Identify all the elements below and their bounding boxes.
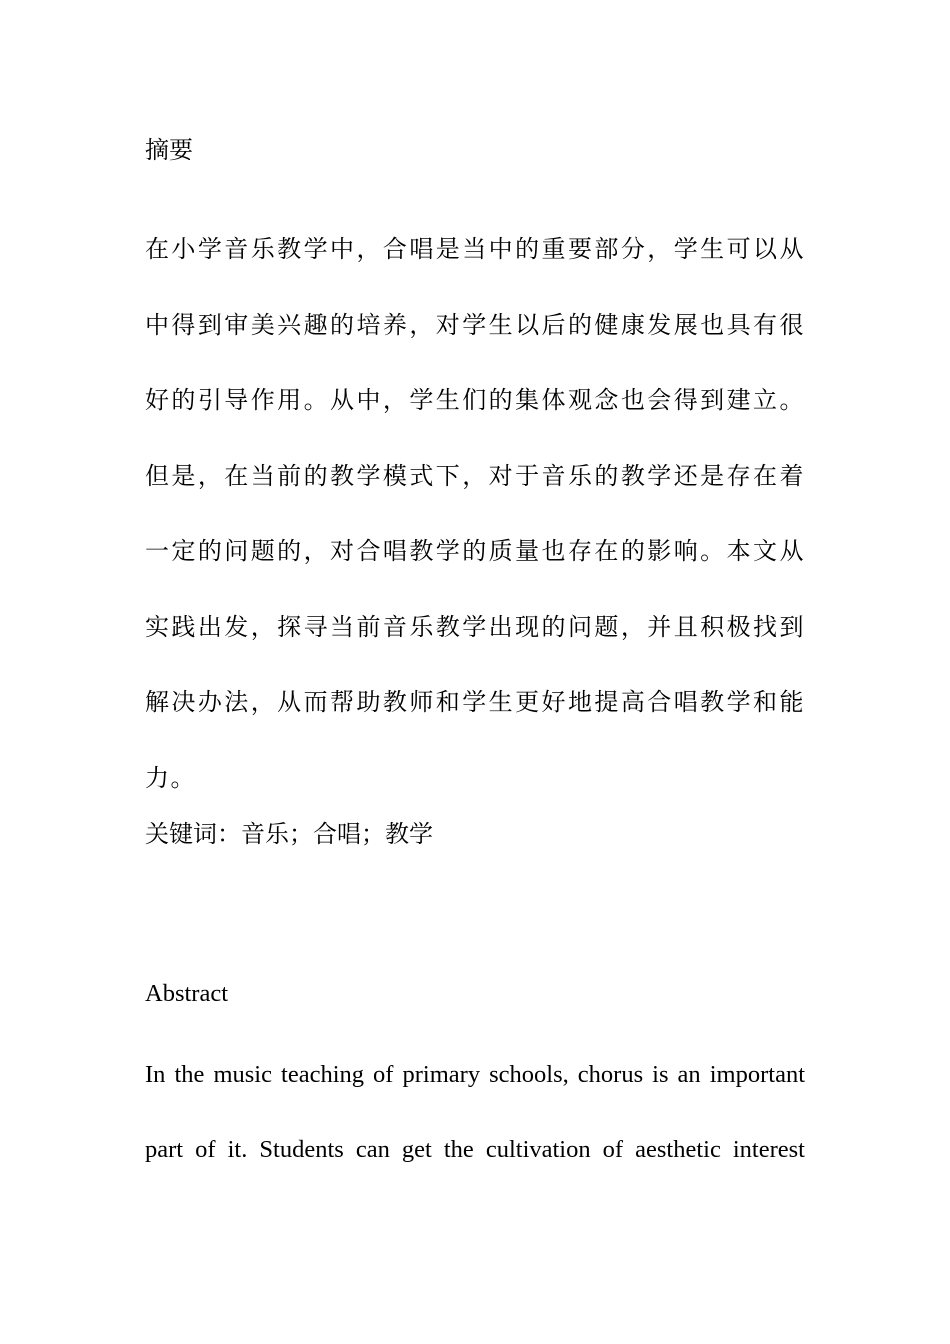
english-abstract-body: In the music teaching of primary schools, chorus is an important part of it. Students can get the cultivation of aesthetic interest	[145, 1061, 805, 1163]
chinese-abstract-heading: 摘要	[145, 136, 193, 164]
chinese-keywords: 关键词：音乐；合唱；教学	[145, 820, 433, 848]
english-abstract-heading: Abstract	[145, 980, 228, 1007]
chinese-abstract-body: 在小学音乐教学中，合唱是当中的重要部分，学生可以从中得到审美兴趣的培养，对学生以后的健康发展也具有很好的引导作用。从中，学生们的集体观念也会得到建立。但是，在当前的教学模式下，对于音乐的教学还是存在着一定的问题的，对合唱教学的质量也存在的影响。本文从实践出发，探寻当前音乐教学出现的问题，并且积极找到解决办法，从而帮助教师和学生更好地提高合唱教学和能力。	[145, 235, 805, 792]
